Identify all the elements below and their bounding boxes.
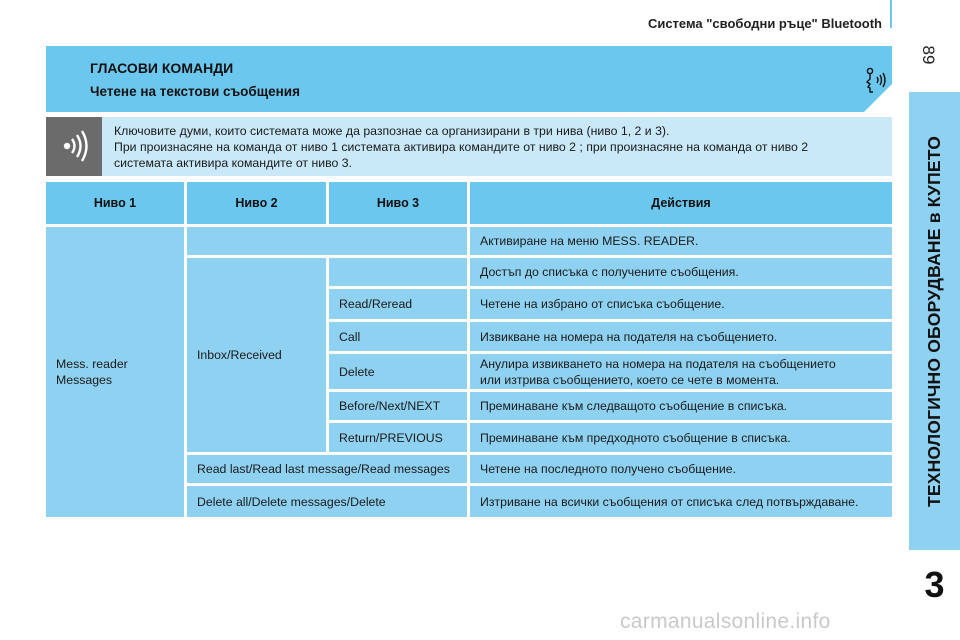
level1-keyword: Messages (56, 373, 113, 387)
level3-cell: Delete (329, 354, 467, 389)
level3-cell: Call (329, 322, 467, 351)
column-header-actions: Действия (470, 182, 892, 224)
info-line: При произнасяне на команда от ниво 1 системата активира командите от ниво 2 ; при произнасяне на команда от ниво 2 (114, 140, 809, 154)
section-subtitle: Четене на текстови съобщения (90, 84, 300, 99)
empty-cell (329, 258, 467, 286)
info-text (114, 123, 884, 171)
action-cell: Достъп до списъка с получените съобщения. (470, 258, 892, 286)
info-line: системата активира командите от ниво 3. (114, 156, 353, 170)
sound-wave-icon (46, 117, 102, 176)
chapter-number: 3 (924, 564, 945, 605)
action-cell: Четене на избрано от списъка съобщение. (470, 289, 892, 319)
info-band (46, 117, 892, 176)
level3-cell: Read/Reread (329, 289, 467, 319)
action-cell: Преминаване към следващото съобщение в списъка. (470, 392, 892, 420)
info-line: Ключовите думи, които системата може да разпознае са организирани в три нива (ниво 1, 2 и 3). (114, 124, 670, 138)
action-cell: Преминаване към предходното съобщение в списъка. (470, 423, 892, 452)
level3-cell: Return/PREVIOUS (329, 423, 467, 452)
chapter-title: ТЕХНОЛОГИЧНО ОБОРУДВАНЕ в КУПЕТО (924, 135, 945, 507)
empty-cell (187, 227, 467, 255)
column-header-level1: Ниво 1 (46, 182, 184, 224)
action-cell: Извикване на номера на подателя на съобщението. (470, 322, 892, 351)
action-cell (470, 354, 892, 389)
level1-cell (46, 227, 184, 517)
column-header-level3: Ниво 3 (329, 182, 467, 224)
level2-cell-read-last: Read last/Read last message/Read messages (187, 455, 467, 483)
action-cell: Активиране на меню MESS. READER. (470, 227, 892, 255)
header-rule (890, 0, 892, 28)
level3-cell: Before/Next/NEXT (329, 392, 467, 420)
action-cell: Изтриване на всички съобщения от списъка след потвърждаване. (470, 486, 892, 517)
voice-command-icon (862, 66, 892, 96)
level2-cell-inbox: Inbox/Received (187, 258, 326, 452)
running-header: Система "свободни ръце" Bluetooth (647, 16, 882, 31)
action-line: Анулира извикването на номера на подателя на съобщението (480, 356, 836, 371)
title-banner (46, 46, 892, 112)
chapter-title-wrapper (909, 92, 960, 550)
level2-cell-delete-all: Delete all/Delete messages/Delete (187, 486, 467, 517)
watermark: carmanualsonline.info (620, 610, 831, 633)
column-header-level2: Ниво 2 (187, 182, 326, 224)
page-number: 89 (919, 45, 938, 65)
level1-keyword: Mess. reader (56, 357, 128, 371)
action-cell: Четене на последното получено съобщение. (470, 455, 892, 483)
info-icon-box (46, 117, 102, 176)
action-line: или изтрива съобщението, което се чете в момента. (480, 372, 780, 387)
section-title: ГЛАСОВИ КОМАНДИ (90, 60, 234, 76)
